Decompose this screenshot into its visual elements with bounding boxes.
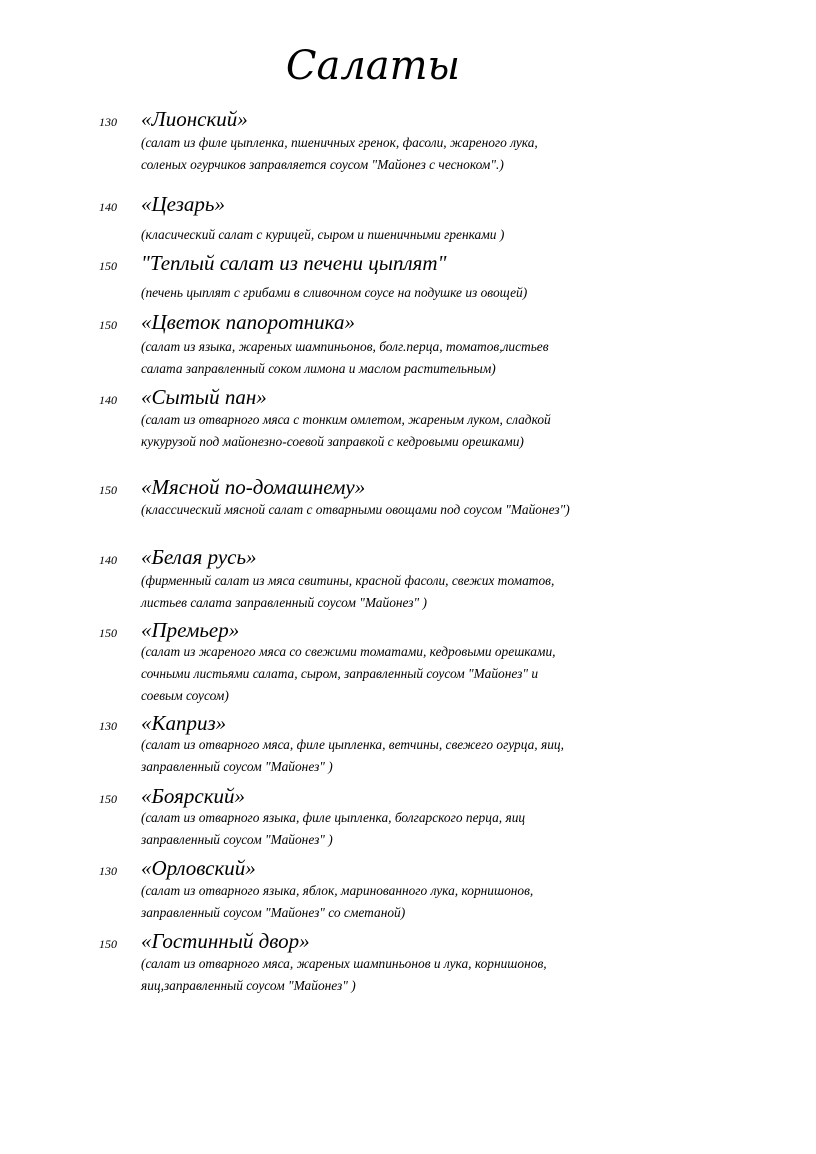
item-description: (салат из отварного мяса с тонким омлетом, жареным луком, сладкой кукурузой под майонезно-соевой заправкой с кедровыми орешками)	[141, 412, 551, 449]
item-description: (салат из жареного мяса со свежими томатами, кедровыми орешками, сочными листьями салата, сыром, заправленный соусом "Майонез" и соевым соусом)	[141, 644, 556, 703]
item-name: «Цезарь»	[141, 192, 225, 216]
item-name: «Орловский»	[141, 856, 256, 880]
item-price: 150	[99, 792, 117, 806]
item-price: 130	[99, 864, 117, 878]
item-price: 150	[99, 937, 117, 951]
item-description: (салат из отварного мяса, филе цыпленка, ветчины, свежего огурца, яиц, заправленный соусом "Майонез" )	[141, 737, 564, 774]
item-name: «Лионский»	[141, 107, 248, 131]
item-description: (салат из отварного языка, филе цыпленка, болгарского перца, яиц заправленный соусом "Майонез" )	[141, 810, 526, 847]
item-description: (салат из отварного мяса, жареных шампиньонов и лука, корнишонов, яиц,заправленный соусом "Майонез" )	[141, 956, 547, 993]
item-price: 140	[99, 200, 117, 214]
item-description: (салат из языка, жареных шампиньонов, болг.перца, томатов,листьев салата заправленный соком лимона и маслом растительным)	[141, 339, 549, 376]
item-name: «Белая русь»	[141, 545, 257, 569]
item-description: (класический салат с курицей, сыром и пшеничными гренками )	[141, 227, 505, 242]
item-price: 150	[99, 259, 117, 273]
item-description: (салат из филе цыпленка, пшеничных гренок, фасоли, жареного лука, соленых огурчиков заправляется соусом "Майонез с чесноком".)	[141, 135, 538, 172]
item-name: «Каприз»	[141, 711, 227, 735]
item-description: (печень цыплят с грибами в сливочном соусе на подушке из овощей)	[141, 285, 528, 300]
item-price: 150	[99, 626, 117, 640]
item-price: 140	[99, 393, 117, 407]
item-description: (классический мясной салат с отварными овощами под соусом "Майонез")	[141, 502, 570, 517]
item-name: «Боярский»	[141, 784, 246, 808]
item-description: (салат из отварного языка, яблок, маринованного лука, корнишонов, заправленный соусом "Майонез" со сметаной)	[141, 883, 534, 920]
item-name: «Мясной по-домашнему»	[141, 475, 366, 499]
item-name: "Теплый салат из печени цыплят"	[141, 251, 447, 275]
page-title: Салаты	[285, 43, 461, 89]
item-name: «Сытый пан»	[141, 385, 267, 409]
item-price: 150	[99, 483, 117, 497]
item-price: 140	[99, 553, 117, 567]
item-name: «Гостинный двор»	[141, 929, 310, 953]
item-price: 130	[99, 719, 117, 733]
item-name: «Премьер»	[141, 618, 240, 642]
item-price: 150	[99, 318, 117, 332]
item-description: (фирменный салат из мяса свитины, красной фасоли, свежих томатов, листьев салата заправленный соусом "Майонез" )	[141, 573, 555, 610]
item-price: 130	[99, 115, 117, 129]
item-name: «Цветок папоротника»	[141, 310, 355, 334]
